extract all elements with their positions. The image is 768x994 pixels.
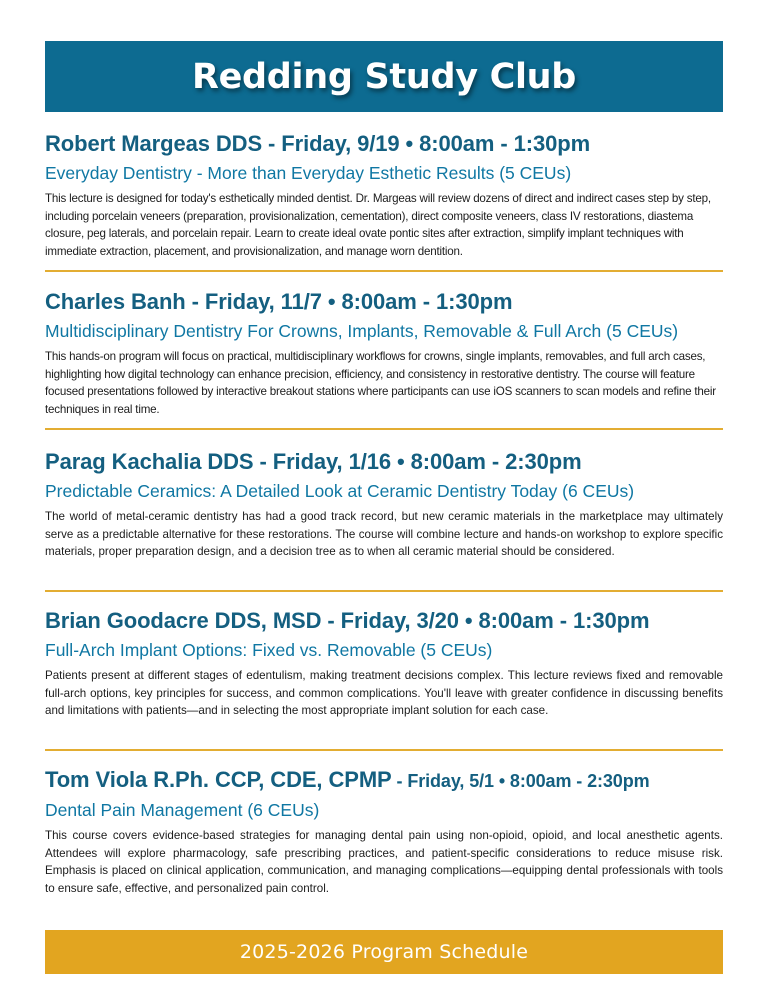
session-banh [45,288,723,418]
session-subtitle: Everyday Dentistry - More than Everyday Esthetic Results (5 CEUs) [45,163,572,183]
footer-banner [45,930,723,974]
session-description: This course covers evidence-based strategies for managing dental pain using non-opioid, opioid, and local anesthetic agents. Attendees will explore pharmacology, safe prescribing practices, and patient-specific considerations to reduce misuse risk. Emphasis is placed on clinical application, communication, and managing complications—equipping dental professionals with tools to ensure safe, effective, and personalized pain control. [45,829,723,895]
session-kachalia [45,448,723,561]
session-description: This lecture is designed for today's esthetically minded dentist. Dr. Margeas will review dozens of direct and indirect cases step by step, including porcelain veneers (preparation, provisionalization, cementation), direct composite veneers, class IV restorations, diastema closure, peg laterals, and porcelain repair. Learn to create ideal ovate pontic sites after extraction, simplify implant techniques with immediate extraction, placement, and provisionalization, and manage worn dentition. [45,192,711,258]
divider [45,590,723,592]
session-date: - Friday, 5/1 • 8:00am - 2:30pm [391,771,650,791]
session-heading: Brian Goodacre DDS, MSD - Friday, 3/20 • 8:00am - 1:30pm [45,608,650,633]
footer-text: 2025-2026 Program Schedule [239,941,529,963]
session-heading: Parag Kachalia DDS - Friday, 1/16 • 8:00am - 2:30pm [45,449,582,474]
session-speaker: Tom Viola R.Ph. CCP, CDE, CPMP [45,767,392,792]
session-description: The world of metal-ceramic dentistry has had a good track record, but new ceramic materials in the marketplace may ultimately serve as a predictable alternative for these restorations. The course will combine lecture and hands-on workshop to explore specific materials, proper preparation design, and a decision tree as to when all ceramic material should be considered. [45,510,723,559]
session-goodacre [45,607,723,720]
page-title: Redding Study Club [191,56,577,97]
session-heading: Robert Margeas DDS - Friday, 9/19 • 8:00am - 1:30pm [45,131,591,156]
divider [45,428,723,430]
session-subtitle: Multidisciplinary Dentistry For Crowns, Implants, Removable & Full Arch (5 CEUs) [45,321,679,341]
session-margeas [45,130,723,260]
divider [45,749,723,751]
session-subtitle: Predictable Ceramics: A Detailed Look at Ceramic Dentistry Today (6 CEUs) [45,481,635,501]
session-description: This hands-on program will focus on practical, multidisciplinary workflows for crowns, single implants, removables, and full arch cases, highlighting how digital technology can enhance precision, efficiency, and consistency in restorative dentistry. The course will feature focused presentations followed by interactive breakout stations where participants can use iOS scanners to scan models and refine their techniques in real time. [45,350,716,416]
session-heading [45,766,723,795]
session-subtitle: Full-Arch Implant Options: Fixed vs. Removable (5 CEUs) [45,640,493,660]
divider [45,270,723,272]
title-banner [45,41,723,112]
session-description: Patients present at different stages of edentulism, making treatment decisions complex. This lecture reviews fixed and removable full-arch options, key principles for success, and common complications. You'll leave with greater confidence in discussing benefits and limitations with patients—and in selecting the most appropriate implant solution for each case. [45,669,723,718]
session-heading: Charles Banh - Friday, 11/7 • 8:00am - 1:30pm [45,289,513,314]
session-viola [45,766,723,897]
session-subtitle: Dental Pain Management (6 CEUs) [45,800,320,820]
